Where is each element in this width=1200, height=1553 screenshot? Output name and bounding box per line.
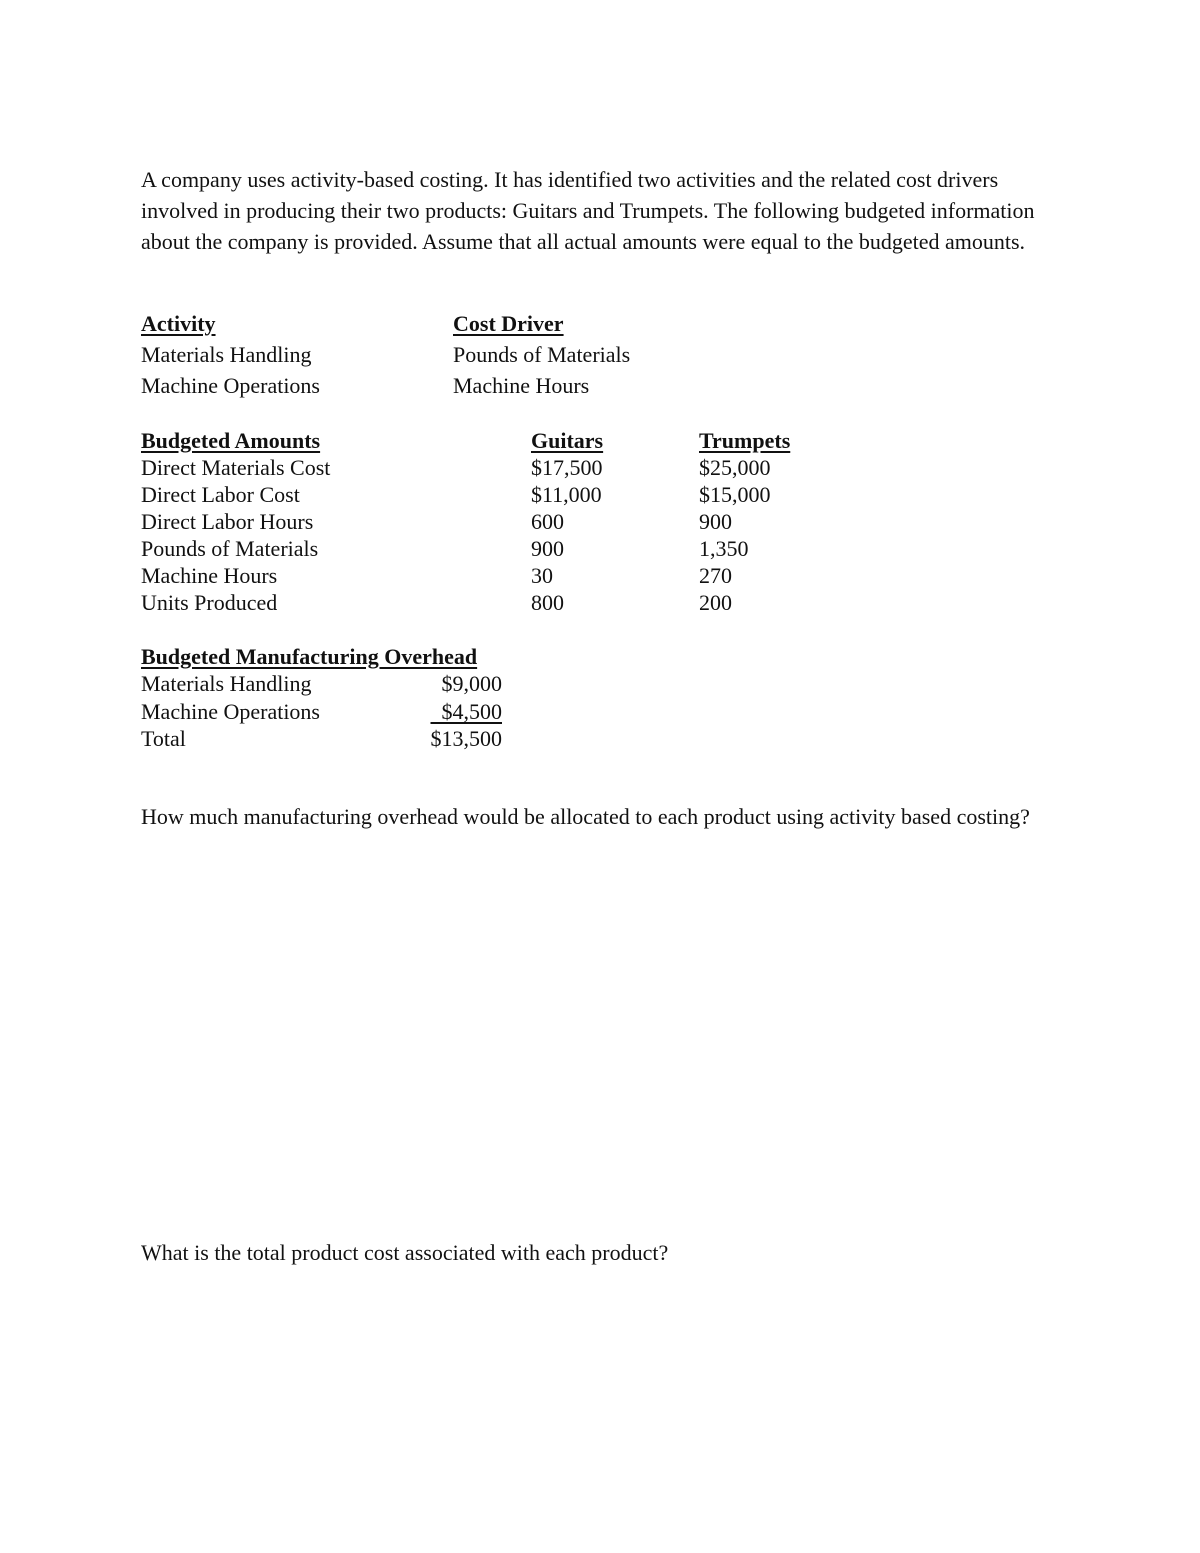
guitars-value: 900 [531,536,564,561]
budget-row-label: Machine Hours [141,563,278,588]
guitars-value: $17,500 [531,455,603,480]
guitars-header: Guitars [531,428,604,453]
activity-header: Activity [141,311,216,336]
overhead-total-amount: $13,500 [430,726,502,751]
overhead-amount-underlined [380,701,502,723]
overhead-row-label: Machine Operations [141,699,320,724]
intro-paragraph: A company uses activity-based costing. It has identified two activities and the related cost drivers involved in producing their two products: Guitars and Trumpets. The following budgeted information about the company is provided. Assume that all actual amounts were equal to the budgeted amounts. [141,167,1035,254]
trumpets-header: Trumpets [699,428,791,453]
budget-row-label: Direct Labor Cost [141,482,300,507]
overhead-row-label: Materials Handling [141,671,312,696]
cost-driver-name: Pounds of Materials [453,342,631,367]
trumpets-value: 270 [699,563,732,588]
overhead-row-label: Total [141,726,186,751]
budgeted-amounts-header: Budgeted Amounts [141,428,321,453]
budget-row-label: Units Produced [141,590,278,615]
overhead-amount: $9,000 [441,671,502,696]
budget-row-label: Direct Materials Cost [141,455,331,480]
activity-name: Machine Operations [141,373,320,398]
guitars-value: $11,000 [531,482,602,507]
overhead-amount: $4,500 [441,699,502,724]
guitars-value: 800 [531,590,564,615]
trumpets-value: $25,000 [699,455,771,480]
cost-driver-name: Machine Hours [453,373,590,398]
question-1: How much manufacturing overhead would be allocated to each product using activity based costing? [141,804,1030,829]
trumpets-value: 900 [699,509,732,534]
activity-name: Materials Handling [141,342,312,367]
guitars-value: 600 [531,509,564,534]
trumpets-value: 200 [699,590,732,615]
overhead-header: Budgeted Manufacturing Overhead [141,644,478,669]
trumpets-value: $15,000 [699,482,771,507]
budget-row-label: Direct Labor Hours [141,509,314,534]
budget-row-label: Pounds of Materials [141,536,319,561]
question-2: What is the total product cost associated with each product? [141,1240,669,1265]
guitars-value: 30 [531,563,553,588]
trumpets-value: 1,350 [699,536,749,561]
cost-driver-header: Cost Driver [453,311,564,336]
